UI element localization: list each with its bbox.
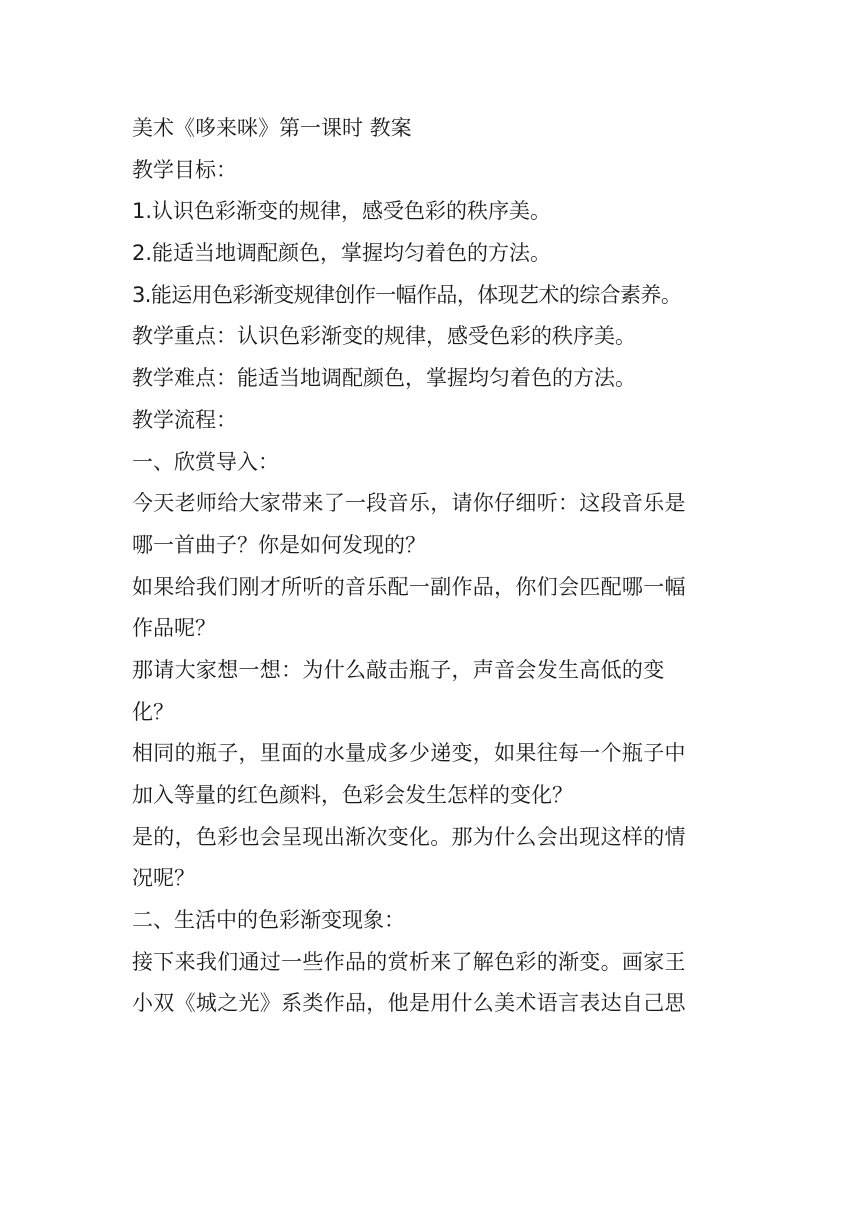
section-heading-objectives: 教学目标： (132, 157, 237, 182)
paragraph-line: 小双《城之光》系类作品，他是用什么美术语言表达自己思 (132, 991, 686, 1016)
objective-item-3: 3.能运用色彩渐变规律创作一幅作品，体现艺术的综合素养。 (132, 282, 682, 307)
section-heading-life: 二、生活中的色彩渐变现象： (132, 908, 405, 933)
paragraph-line: 作品呢？ (132, 616, 216, 641)
paragraph-line: 加入等量的红色颜料，色彩会发生怎样的变化？ (132, 783, 573, 807)
paragraph-line: 况呢？ (132, 866, 195, 891)
paragraph-line: 哪一首曲子？你是如何发现的？ (132, 532, 426, 557)
paragraph-line: 如果给我们刚才所听的音乐配一副作品，你们会匹配哪一幅 (132, 574, 686, 599)
lesson-plan-text (132, 108, 737, 1025)
objective-item-2: 2.能适当地调配颜色，掌握均匀着色的方法。 (132, 241, 552, 266)
key-point: 教学重点：认识色彩渐变的规律，感受色彩的秩序美。 (132, 324, 636, 349)
paragraph-line: 是的，色彩也会呈现出渐次变化。那为什么会出现这样的情 (132, 824, 686, 849)
section-heading-process: 教学流程： (132, 407, 237, 432)
objective-item-1: 1.认识色彩渐变的规律，感受色彩的秩序美。 (132, 199, 552, 224)
section-heading-intro: 一、欣赏导入： (132, 449, 279, 474)
paragraph-line: 化？ (132, 699, 174, 724)
paragraph-line: 那请大家想一想：为什么敲击瓶子，声音会发生高低的变 (132, 657, 665, 682)
document-title: 美术《哆来咪》第一课时 教案 (132, 116, 412, 140)
paragraph-line: 接下来我们通过一些作品的赏析来了解色彩的渐变。画家王 (132, 949, 686, 974)
difficult-point: 教学难点：能适当地调配颜色，掌握均匀着色的方法。 (132, 366, 636, 391)
paragraph-line: 今天老师给大家带来了一段音乐，请你仔细听：这段音乐是 (132, 491, 686, 516)
paragraph-line: 相同的瓶子，里面的水量成多少递变，如果往每一个瓶子中 (132, 741, 686, 766)
